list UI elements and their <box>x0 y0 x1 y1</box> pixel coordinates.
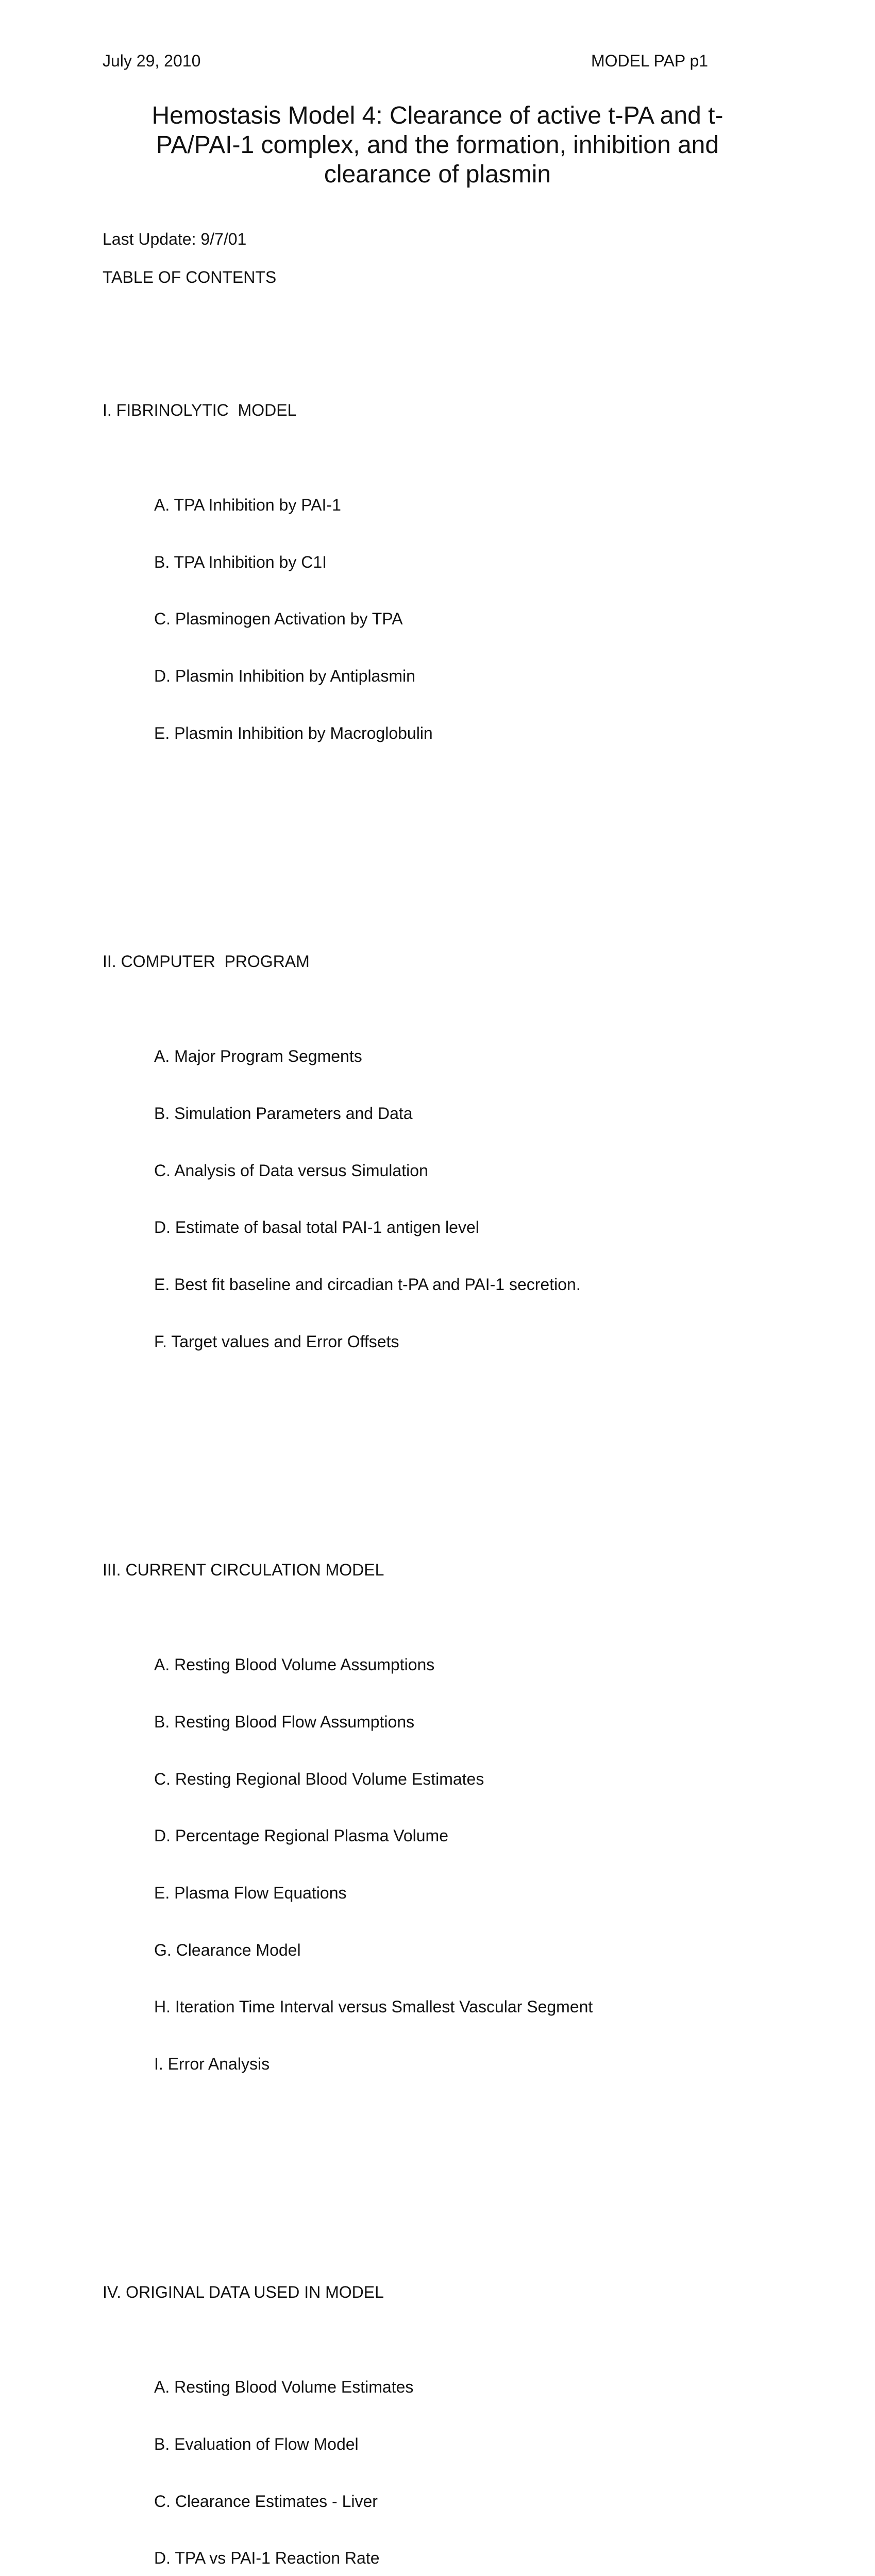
toc-subsection: C. Analysis of Data versus Simulation <box>154 1161 428 1180</box>
title-line: clearance of plasmin <box>324 161 551 188</box>
toc-subsection: G. Clearance Model <box>154 1940 301 1959</box>
document-title <box>103 101 772 189</box>
table-of-contents <box>103 306 593 2576</box>
toc-subsection: E. Best fit baseline and circadian t-PA and PAI-1 secretion. <box>154 1275 581 1294</box>
toc-heading: TABLE OF CONTENTS <box>103 268 277 286</box>
toc-subsection: D. TPA vs PAI-1 Reaction Rate <box>154 2549 380 2568</box>
toc-subsection: E. Plasma Flow Equations <box>154 1883 347 1902</box>
header-page-label: MODEL PAP p1 <box>591 52 709 70</box>
toc-subsection: I. Error Analysis <box>154 2055 270 2074</box>
toc-subsection: A. Resting Blood Volume Estimates <box>154 2378 414 2397</box>
toc-subsection-list <box>103 2340 593 2576</box>
toc-subsection: C. Plasminogen Activation by TPA <box>154 609 403 629</box>
toc-subsection: D. Estimate of basal total PAI-1 antigen level <box>154 1218 479 1237</box>
toc-subsection: A. Resting Blood Volume Assumptions <box>154 1655 435 1674</box>
toc-subsection: C. Resting Regional Blood Volume Estimates <box>154 1769 484 1788</box>
toc-subsection-list <box>103 1009 593 1389</box>
toc-subsection: E. Plasmin Inhibition by Macroglobulin <box>154 723 433 742</box>
toc-subsection: B. Evaluation of Flow Model <box>154 2435 359 2454</box>
toc-section <box>103 2245 593 2576</box>
toc-subsection: B. TPA Inhibition by C1I <box>154 552 327 571</box>
toc-subsection: C. Clearance Estimates - Liver <box>154 2492 378 2511</box>
toc-section <box>103 363 593 819</box>
toc-subsection: H. Iteration Time Interval versus Smallest Vascular Segment <box>154 1997 593 2016</box>
toc-subsection: B. Resting Blood Flow Assumptions <box>154 1712 415 1731</box>
toc-section-title: IV. ORIGINAL DATA USED IN MODEL <box>103 2282 384 2301</box>
header-date: July 29, 2010 <box>103 52 201 70</box>
toc-subsection: A. Major Program Segments <box>154 1047 362 1066</box>
toc-subsection: D. Percentage Regional Plasma Volume <box>154 1826 448 1845</box>
toc-section-title: I. FIBRINOLYTIC MODEL <box>103 400 297 419</box>
toc-subsection-list <box>103 1617 593 2111</box>
toc-section-title: II. COMPUTER PROGRAM <box>103 952 310 971</box>
toc-subsection: F. Target values and Error Offsets <box>154 1332 399 1351</box>
toc-subsection: B. Simulation Parameters and Data <box>154 1104 413 1123</box>
toc-subsection-list <box>103 457 593 781</box>
last-update: Last Update: 9/7/01 <box>103 230 247 248</box>
title-line: Hemostasis Model 4: Clearance of active t-PA and t- <box>152 102 723 129</box>
toc-section <box>103 1522 593 2150</box>
toc-subsection: D. Plasmin Inhibition by Antiplasmin <box>154 667 415 686</box>
toc-subsection: A. TPA Inhibition by PAI-1 <box>154 496 341 515</box>
toc-section <box>103 914 593 1427</box>
title-line: PA/PAI-1 complex, and the formation, inhibition and <box>156 131 719 159</box>
toc-section-title: III. CURRENT CIRCULATION MODEL <box>103 1560 384 1579</box>
